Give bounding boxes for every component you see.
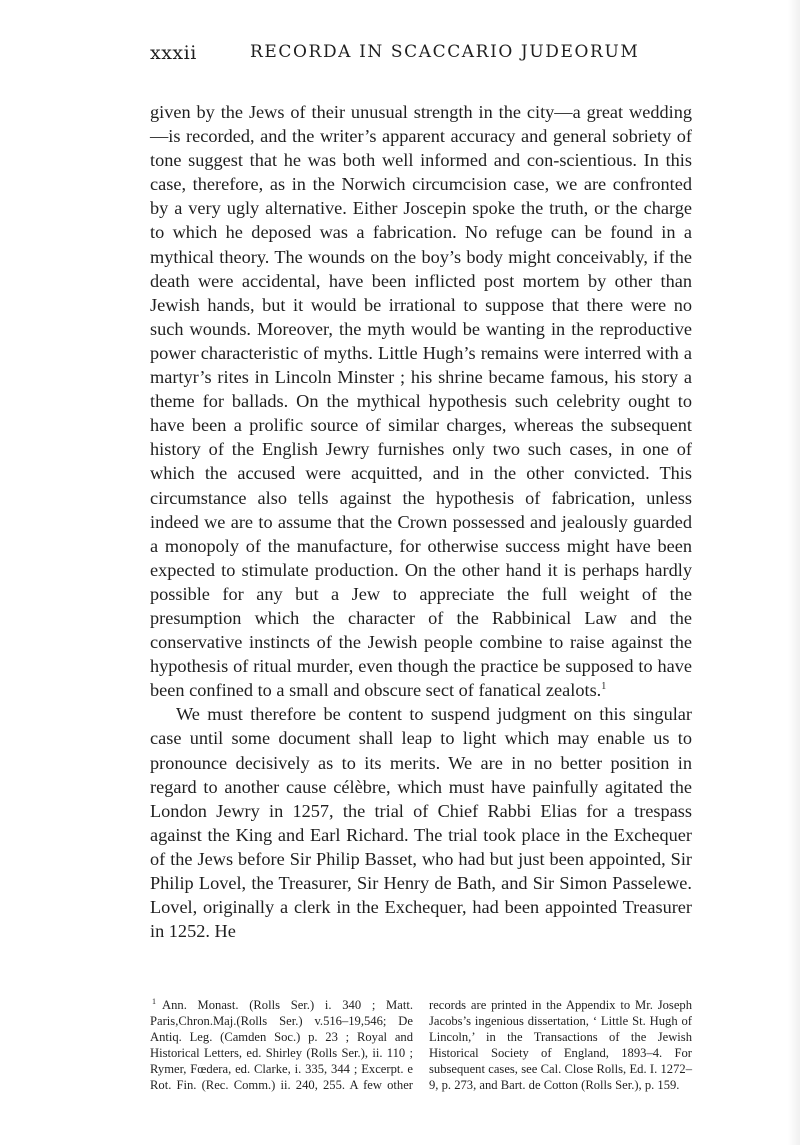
paragraph-text: We must therefore be content to suspend judgment on this singular case until some document shall leap to light which may enable us to pronounce decisively as to its merits. We are in no better position in regard to another cause célèbre, which must have painfully agitated the London Jewry in 1257, the trial of Chief Rabbi Elias for a trespass against the King and Earl Richard. The trial took place in the Exchequer of the Jews before Sir Philip Basset, who had but just been appointed, Sir Philip Lovel, the Treasurer, Sir Henry de Bath, and Sir Simon Passelewe. Lovel, originally a clerk in the Exchequer, had been appointed Treasurer in 1252. He — [150, 704, 692, 942]
footnote-mark: 1 — [152, 996, 156, 1006]
paragraph — [150, 702, 692, 943]
footnote-reference: 1 — [601, 681, 607, 693]
page-number: xxxii — [150, 42, 197, 64]
running-header — [150, 42, 690, 68]
main-text — [150, 100, 692, 943]
paragraph — [150, 100, 692, 702]
running-title: RECORDA IN SCACCARIO JUDEORUM — [250, 42, 640, 62]
footnotes — [150, 997, 692, 1094]
page-edge-shadow — [788, 0, 800, 1145]
paragraph-text: given by the Jews of their unusual strength in the city—a great wedding—is recorded, and the writer’s apparent accuracy and general sobriety of tone suggest that he was both well informed and con-scientious. In this case, therefore, as in the Norwich circumcision case, we are confronted by a very ugly alternative. Either Joscepin spoke the truth, or the charge to which he deposed was a fabrication. No refuge can be found in a mythical theory. The wounds on the boy’s body might conceivably, if the death were accidental, have been inflicted post mortem by other than Jewish hands, but it would be irrational to suppose that there were no such wounds. Moreover, the myth would be wanting in the reproductive power characteristic of myths. Little Hugh’s remains were interred with a martyr’s rites in Lincoln Minster ; his shrine became famous, his story a theme for ballads. On the mythical hypothesis such celebrity ought to have been a prolific source of similar charges, whereas the subsequent history of the English Jewry furnishes only two such cases, in one of which the accused were acquitted, and in the other convicted. This circumstance also tells against the hypothesis of fabrication, unless indeed we are to assume that the Crown possessed and jealously guarded a monopoly of the manufacture, for otherwise success might have been expected to stimulate production. On the other hand it is perhaps hardly possible for any but a Jew to appreciate the full weight of the presumption which the character of the Rabbinical Law and the conservative instincts of the Jewish people combine to raise against the hypothesis of ritual murder, even though the practice be supposed to have been confined to a small and obscure sect of fanatical zealots. — [150, 102, 692, 701]
footnote-text: Ann. Monast. (Rolls Ser.) i. 340 ; Matt. Paris,Chron.Maj.(Rolls Ser.) v.516–19,546; De Antiq. Leg. (Camden Soc.) p. 23 ; Royal and Historical Letters, ed. Shirley (Rolls Ser.), ii. 110 ; Rymer, Fœdera, ed. Clarke, i. 335, 344 ; Excerpt. e Rot. Fin. (Rec. Comm.) ii. 240, 255. A few other records are printed in the Appendix to Mr. Joseph Jacobs’s ingenious dissertation, ‘ Little St. Hugh of Lincoln,’ in the Transactions of the Jewish Historical Society of England, 1893–4. For subsequent cases, see Cal. Close Rolls, Ed. I. 1272–9, p. 273, and Bart. de Cotton (Rolls Ser.), p. 159. — [150, 998, 692, 1093]
